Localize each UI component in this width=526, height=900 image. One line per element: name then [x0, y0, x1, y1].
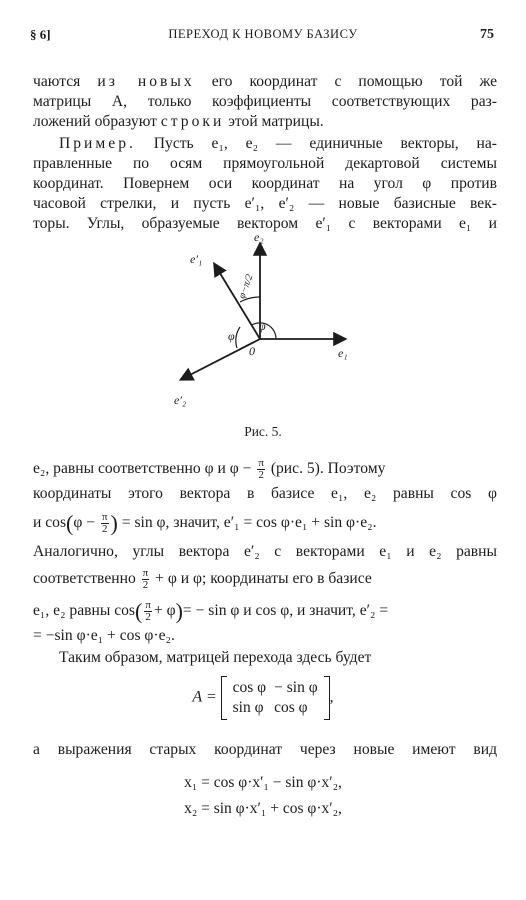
label-e2-prime: e′₂ — [174, 393, 187, 407]
text-line: часовой стрелки, и пусть e′₁, e′₂ — новые базисные век- — [33, 195, 497, 212]
page-number: 75 — [480, 27, 494, 42]
formula-x2: x₂ = sin φ·x′₁ + cos φ·x′₂, — [184, 800, 342, 817]
formula-x1: x₁ = cos φ·x′₁ − sin φ·x′₂, — [184, 774, 342, 791]
label-phi-center: φ — [259, 319, 266, 333]
text-line: = −sin φ·e₁ + cos φ·e₂. — [33, 627, 175, 644]
text-line: чаются из новых его координат с помощью той же — [33, 73, 498, 90]
text-line: ложений образуют строки этой матрицы. — [33, 113, 324, 130]
figure-caption: Рис. 5. — [244, 424, 282, 439]
fraction-pi-over-2: $\frac{\pi}{2}$ — [101, 511, 108, 535]
matrix-lhs: A = — [192, 688, 217, 706]
text-line: e₁, e₂ равны cos( $\frac{\pi}{2}$ + φ)= − sin φ и cos φ, и значит, e′₂ = — [33, 598, 389, 624]
angle-arc-left — [236, 327, 240, 348]
text-line: Аналогично, углы вектора e′₂ с векторами e₁ и e₂ равны — [33, 543, 497, 560]
transition-matrix: A = cos φ − sin φ sin φ cos φ , — [0, 676, 526, 720]
label-e1: e₁ — [338, 346, 348, 360]
label-phi-left: φ — [228, 329, 235, 343]
text-line: координаты этого вектора в базисе e₁, e₂ равны cos φ — [33, 485, 497, 502]
fraction-pi-over-2: $\frac{\pi}{2}$ — [258, 457, 264, 481]
section-number: § 6] — [30, 27, 51, 42]
vector-rotation-diagram — [160, 227, 360, 412]
fraction-pi-over-2: $\frac{\pi}{2}$ — [142, 567, 149, 591]
chapter-title: ПЕРЕХОД К НОВОМУ БАЗИСУ — [168, 27, 358, 41]
text-line: координат. Повернем оси координат на угол φ против — [33, 175, 497, 192]
label-origin: 0 — [249, 344, 255, 358]
text-line: торы. Углы, образуемые вектором e′₁ с векторами e₁ и — [33, 215, 497, 232]
text-line: Таким образом, матрицей перехода здесь будет — [59, 649, 372, 666]
text-line: соответственно $\frac{\pi}{2}$ + φ и φ; координаты его в базисе — [33, 567, 372, 591]
label-e2: e₂ — [254, 230, 264, 244]
text-line: правленные по осям прямоугольной декартовой системы — [33, 155, 497, 172]
label-phi-minus-pi2: φ−π/2 — [236, 272, 256, 301]
text-line: и cos(φ − $\frac{\pi}{2}$ ) = sin φ, значит, e′₁ = cos φ·e₁ + sin φ·e₂. — [33, 510, 377, 536]
text-line: матрицы A, только коэффициенты соответствующих раз- — [33, 93, 497, 110]
label-e1-prime: e′₁ — [190, 252, 203, 266]
text-line: Пример. Пусть e₁, e₂ — единичные векторы, на- — [59, 135, 497, 152]
running-header — [30, 27, 496, 47]
text-line: e₂, равны соответственно φ и φ − $\frac{\pi}{2}$ (рис. 5). Поэтому — [33, 457, 386, 481]
text-line: а выражения старых координат через новые имеют вид — [33, 741, 497, 758]
fraction-pi-over-2: $\frac{\pi}{2}$ — [145, 599, 151, 623]
